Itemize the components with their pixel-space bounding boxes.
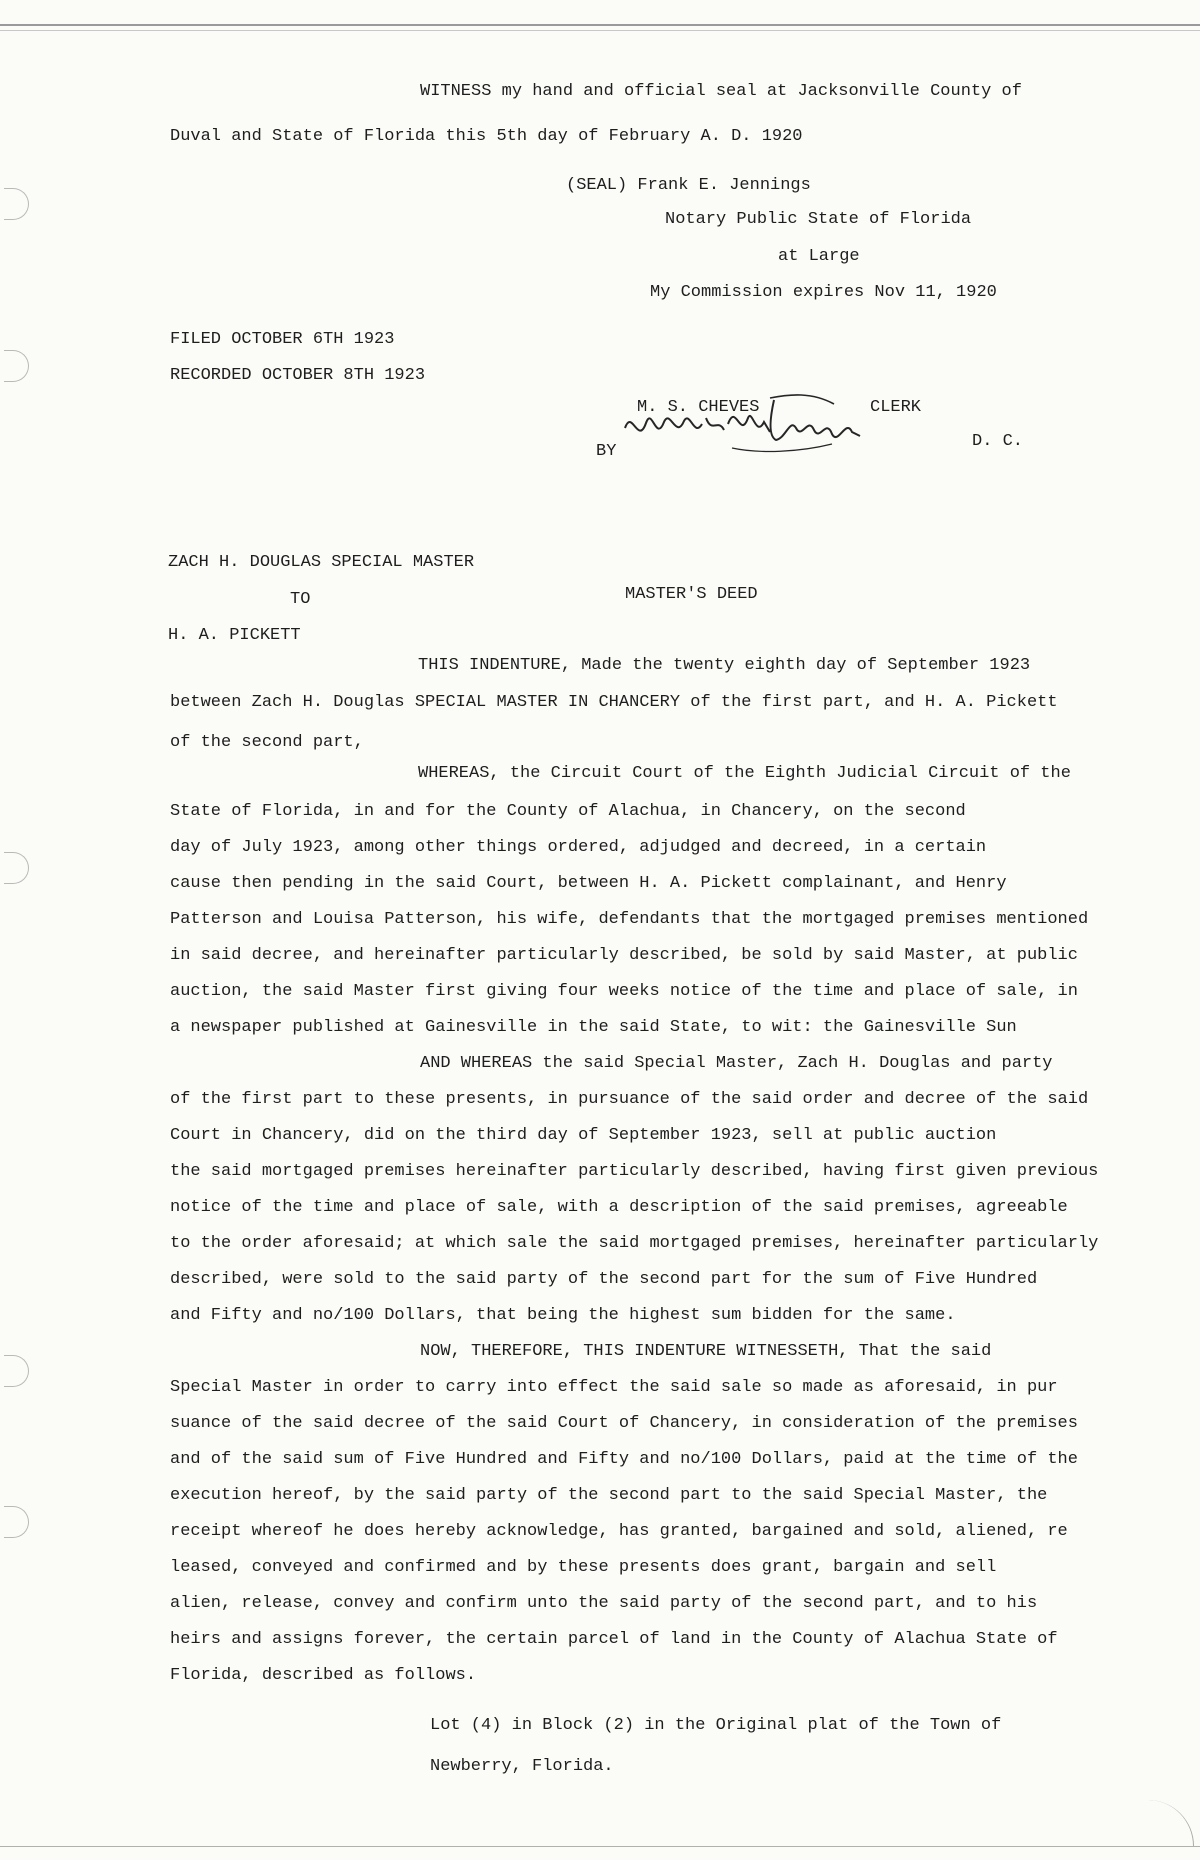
land-description-line: Lot (4) in Block (2) in the Original plat of the Town of (430, 1716, 1002, 1735)
page-top-rule-secondary (0, 30, 1200, 31)
body-line: NOW, THEREFORE, THIS INDENTURE WITNESSETH, That the said (420, 1342, 992, 1361)
caption-doc-type: MASTER'S DEED (625, 585, 758, 604)
land-description-line: Newberry, Florida. (430, 1757, 614, 1776)
body-line: and Fifty and no/100 Dollars, that being the highest sum bidden for the same. (170, 1306, 956, 1325)
body-line: heirs and assigns forever, the certain parcel of land in the County of Alachua State of (170, 1630, 1058, 1649)
body-line: between Zach H. Douglas SPECIAL MASTER IN CHANCERY of the first part, and H. A. Pickett (170, 693, 1058, 712)
notary-at-large: at Large (778, 247, 860, 266)
binder-hole-icon (4, 188, 29, 220)
clerk-title: CLERK (870, 398, 922, 417)
caption-grantor: ZACH H. DOUGLAS SPECIAL MASTER (168, 553, 475, 572)
body-line: receipt whereof he does hereby acknowledge, has granted, bargained and sold, aliened, re (170, 1522, 1068, 1541)
page-curl (1147, 1800, 1194, 1846)
deputy-clerk: D. C. (972, 432, 1024, 451)
notary-commission: My Commission expires Nov 11, 1920 (650, 283, 997, 302)
recorded-date: RECORDED OCTOBER 8TH 1923 (170, 366, 426, 385)
body-line: AND WHEREAS the said Special Master, Zach H. Douglas and party (420, 1054, 1053, 1073)
body-line: Court in Chancery, did on the third day of September 1923, sell at public auction (170, 1126, 997, 1145)
caption-to: TO (290, 590, 311, 609)
notary-seal-line: (SEAL) Frank E. Jennings (566, 176, 811, 195)
body-line: the said mortgaged premises hereinafter particularly described, having first given previous (170, 1162, 1099, 1181)
binder-hole-icon (4, 350, 29, 382)
body-line: execution hereof, by the said party of the second part to the said Special Master, the (170, 1486, 1048, 1505)
body-line: WHEREAS, the Circuit Court of the Eighth Judicial Circuit of the (418, 764, 1071, 783)
notary-title: Notary Public State of Florida (665, 210, 972, 229)
body-line: cause then pending in the said Court, between H. A. Pickett complainant, and Henry (170, 874, 1007, 893)
body-line: alien, release, convey and confirm unto the said party of the second part, and to his (170, 1594, 1038, 1613)
witness-line-2: Duval and State of Florida this 5th day of February A. D. 1920 (170, 127, 803, 146)
body-line: of the second part, (170, 733, 364, 752)
body-line: of the first part to these presents, in pursuance of the said order and decree of the said (170, 1090, 1089, 1109)
body-line: a newspaper published at Gainesville in the said State, to wit: the Gainesville Sun (170, 1018, 1017, 1037)
body-line: in said decree, and hereinafter particularly described, be sold by said Master, at public (170, 946, 1078, 965)
body-line: THIS INDENTURE, Made the twenty eighth day of September 1923 (418, 656, 1031, 675)
page-top-rule (0, 24, 1200, 26)
page-bottom-edge (0, 1846, 1200, 1847)
body-line: State of Florida, in and for the County of Alachua, in Chancery, on the second (170, 802, 966, 821)
body-line: day of July 1923, among other things ordered, adjudged and decreed, in a certain (170, 838, 987, 857)
filed-date: FILED OCTOBER 6TH 1923 (170, 330, 395, 349)
witness-line-1: WITNESS my hand and official seal at Jacksonville County of (420, 82, 1022, 101)
clerk-signature (620, 388, 880, 458)
binder-hole-icon (4, 1355, 29, 1387)
clerk-name: M. S. CHEVES (637, 398, 760, 417)
body-line: suance of the said decree of the said Court of Chancery, in consideration of the premises (170, 1414, 1078, 1433)
body-line: leased, conveyed and confirmed and by these presents does grant, bargain and sell (170, 1558, 997, 1577)
body-line: notice of the time and place of sale, with a description of the said premises, agreeable (170, 1198, 1068, 1217)
body-line: and of the said sum of Five Hundred and Fifty and no/100 Dollars, paid at the time of the (170, 1450, 1078, 1469)
body-line: Florida, described as follows. (170, 1666, 477, 1685)
body-line: described, were sold to the said party of the second part for the sum of Five Hundred (170, 1270, 1038, 1289)
binder-hole-icon (4, 852, 29, 884)
body-line: auction, the said Master first giving four weeks notice of the time and place of sale, in (170, 982, 1078, 1001)
clerk-by: BY (596, 442, 617, 461)
body-line: Patterson and Louisa Patterson, his wife, defendants that the mortgaged premises mentioned (170, 910, 1089, 929)
caption-grantee: H. A. PICKETT (168, 626, 301, 645)
body-line: Special Master in order to carry into effect the said sale so made as aforesaid, in pur (170, 1378, 1058, 1397)
binder-hole-icon (4, 1506, 29, 1538)
body-line: to the order aforesaid; at which sale the said mortgaged premises, hereinafter particularly (170, 1234, 1099, 1253)
